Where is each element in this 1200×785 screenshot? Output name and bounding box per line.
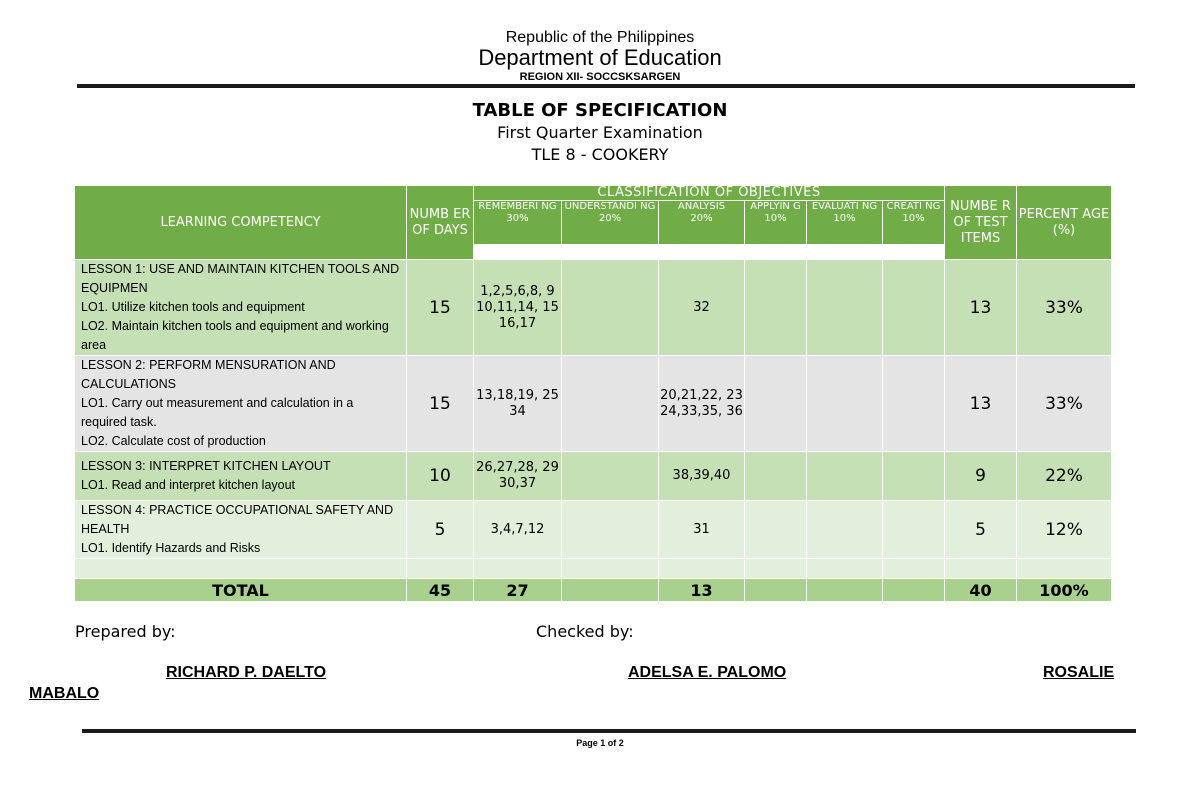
region-label: REGION XII- SOCCSKSARGEN	[519, 71, 681, 83]
category-cell	[659, 201, 745, 245]
creating-cell	[883, 501, 945, 559]
signatory-name: MABALO	[29, 685, 100, 702]
evaluating-cell	[807, 260, 883, 356]
header-learning-competency: LEARNING COMPETENCY	[75, 186, 407, 260]
total-row	[75, 579, 1112, 602]
total-percentage: 100%	[1017, 579, 1112, 602]
prepared-by-label: Prepared by:	[75, 622, 176, 641]
department-label: Department of Education	[478, 45, 722, 70]
remembering-cell: 3,4,7,12	[474, 501, 562, 559]
category-cell	[807, 201, 883, 245]
exam-label: First Quarter Examination	[497, 123, 703, 142]
table-row	[75, 356, 1112, 452]
lesson-title: LESSON 2: PERFORM MENSURATION AND CALCULATIONS	[81, 358, 336, 391]
percentage-cell: 12%	[1017, 501, 1112, 559]
percentage-cell: 33%	[1017, 356, 1112, 452]
days-cell: 10	[407, 452, 474, 501]
understanding-cell	[562, 260, 659, 356]
category-name: ANALYSIS	[677, 201, 726, 212]
page-number: Page 1 of 2	[576, 738, 624, 748]
signatory-name: ROSALIE	[1043, 664, 1115, 681]
learning-outcome: LO1. Utilize kitchen tools and equipment	[81, 300, 305, 314]
category-name: UNDERSTANDI NG	[564, 201, 656, 212]
total-remembering: 27	[474, 579, 562, 602]
header-classification: CLASSIFICATION OF OBJECTIVES	[474, 186, 945, 201]
subject-label: TLE 8 - COOKERY	[531, 145, 669, 164]
category-weight: 20%	[598, 213, 622, 224]
category-weight: 20%	[690, 213, 713, 224]
total-days: 45	[407, 579, 474, 602]
signatory-name: RICHARD P. DAELTO	[166, 664, 327, 681]
table-row	[75, 559, 1112, 579]
learning-outcome: LO1. Carry out measurement and calculation in a required task.	[81, 396, 354, 429]
header-percentage: PERCENT AGE (%)	[1017, 186, 1112, 260]
category-cell	[562, 201, 659, 245]
category-cell	[745, 201, 807, 245]
footer-rule	[82, 729, 1136, 733]
analysis-cell: 31	[659, 501, 745, 559]
competency-cell	[75, 452, 407, 501]
learning-outcome: LO2. Calculate cost of production	[81, 434, 266, 448]
lesson-title: LESSON 4: PRACTICE OCCUPATIONAL SAFETY AND HEALTH	[81, 503, 394, 536]
header-spacer	[474, 245, 945, 260]
days-cell: 5	[407, 501, 474, 559]
category-weight: 10%	[902, 213, 925, 224]
analysis-cell: 20,21,22, 23 24,33,35, 36	[659, 356, 745, 452]
category-name: CREATI NG	[886, 201, 941, 212]
analysis-cell: 32	[659, 260, 745, 356]
understanding-cell	[562, 501, 659, 559]
remembering-cell: 26,27,28, 29 30,37	[474, 452, 562, 501]
category-name: APPLYIN G	[750, 201, 801, 212]
learning-outcome: LO2. Maintain kitchen tools and equipment and working area	[81, 319, 389, 352]
understanding-cell	[562, 356, 659, 452]
category-weight: 30%	[506, 213, 529, 224]
competency-cell	[75, 501, 407, 559]
category-weight: 10%	[764, 213, 787, 224]
creating-cell	[883, 356, 945, 452]
understanding-cell	[562, 452, 659, 501]
applying-cell	[745, 356, 807, 452]
analysis-cell: 38,39,40	[659, 452, 745, 501]
category-weight: 10%	[833, 213, 856, 224]
lesson-title: LESSON 1: USE AND MAINTAIN KITCHEN TOOLS AND EQUIPMEN	[81, 262, 400, 295]
percentage-cell: 22%	[1017, 452, 1112, 501]
competency-cell	[75, 356, 407, 452]
items-cell: 13	[945, 356, 1017, 452]
header-rule	[77, 84, 1135, 88]
total-analysis: 13	[659, 579, 745, 602]
days-cell: 15	[407, 356, 474, 452]
evaluating-cell	[807, 356, 883, 452]
lesson-title: LESSON 3: INTERPRET KITCHEN LAYOUT	[81, 459, 331, 473]
document-title: TABLE OF SPECIFICATION	[472, 100, 728, 121]
signatory-name: ADELSA E. PALOMO	[628, 664, 787, 681]
creating-cell	[883, 452, 945, 501]
learning-outcome: LO1. Identify Hazards and Risks	[81, 541, 261, 555]
remembering-cell: 13,18,19, 25 34	[474, 356, 562, 452]
items-cell: 9	[945, 452, 1017, 501]
checked-by-label: Checked by:	[536, 622, 634, 641]
items-cell: 5	[945, 501, 1017, 559]
evaluating-cell	[807, 452, 883, 501]
percentage-cell: 33%	[1017, 260, 1112, 356]
competency-cell	[75, 260, 407, 356]
remembering-cell: 1,2,5,6,8, 9 10,11,14, 15 16,17	[474, 260, 562, 356]
evaluating-cell	[807, 501, 883, 559]
republic-label: Republic of the Philippines	[505, 29, 695, 46]
category-cell	[474, 201, 562, 245]
table-row	[75, 260, 1112, 356]
learning-outcome: LO1. Read and interpret kitchen layout	[81, 478, 296, 492]
category-name: REMEMBERI NG	[478, 201, 557, 212]
category-name: EVALUATI NG	[811, 201, 878, 212]
specification-table	[74, 185, 1112, 602]
creating-cell	[883, 260, 945, 356]
days-cell: 15	[407, 260, 474, 356]
header-number-of-days: NUMB ER OF DAYS	[407, 186, 474, 260]
applying-cell	[745, 452, 807, 501]
category-cell	[883, 201, 945, 245]
items-cell: 13	[945, 260, 1017, 356]
table-row	[75, 501, 1112, 559]
total-label: TOTAL	[75, 579, 407, 602]
applying-cell	[745, 260, 807, 356]
table-row	[75, 452, 1112, 501]
applying-cell	[745, 501, 807, 559]
header-number-of-items: NUMBE R OF TEST ITEMS	[945, 186, 1017, 260]
total-items: 40	[945, 579, 1017, 602]
